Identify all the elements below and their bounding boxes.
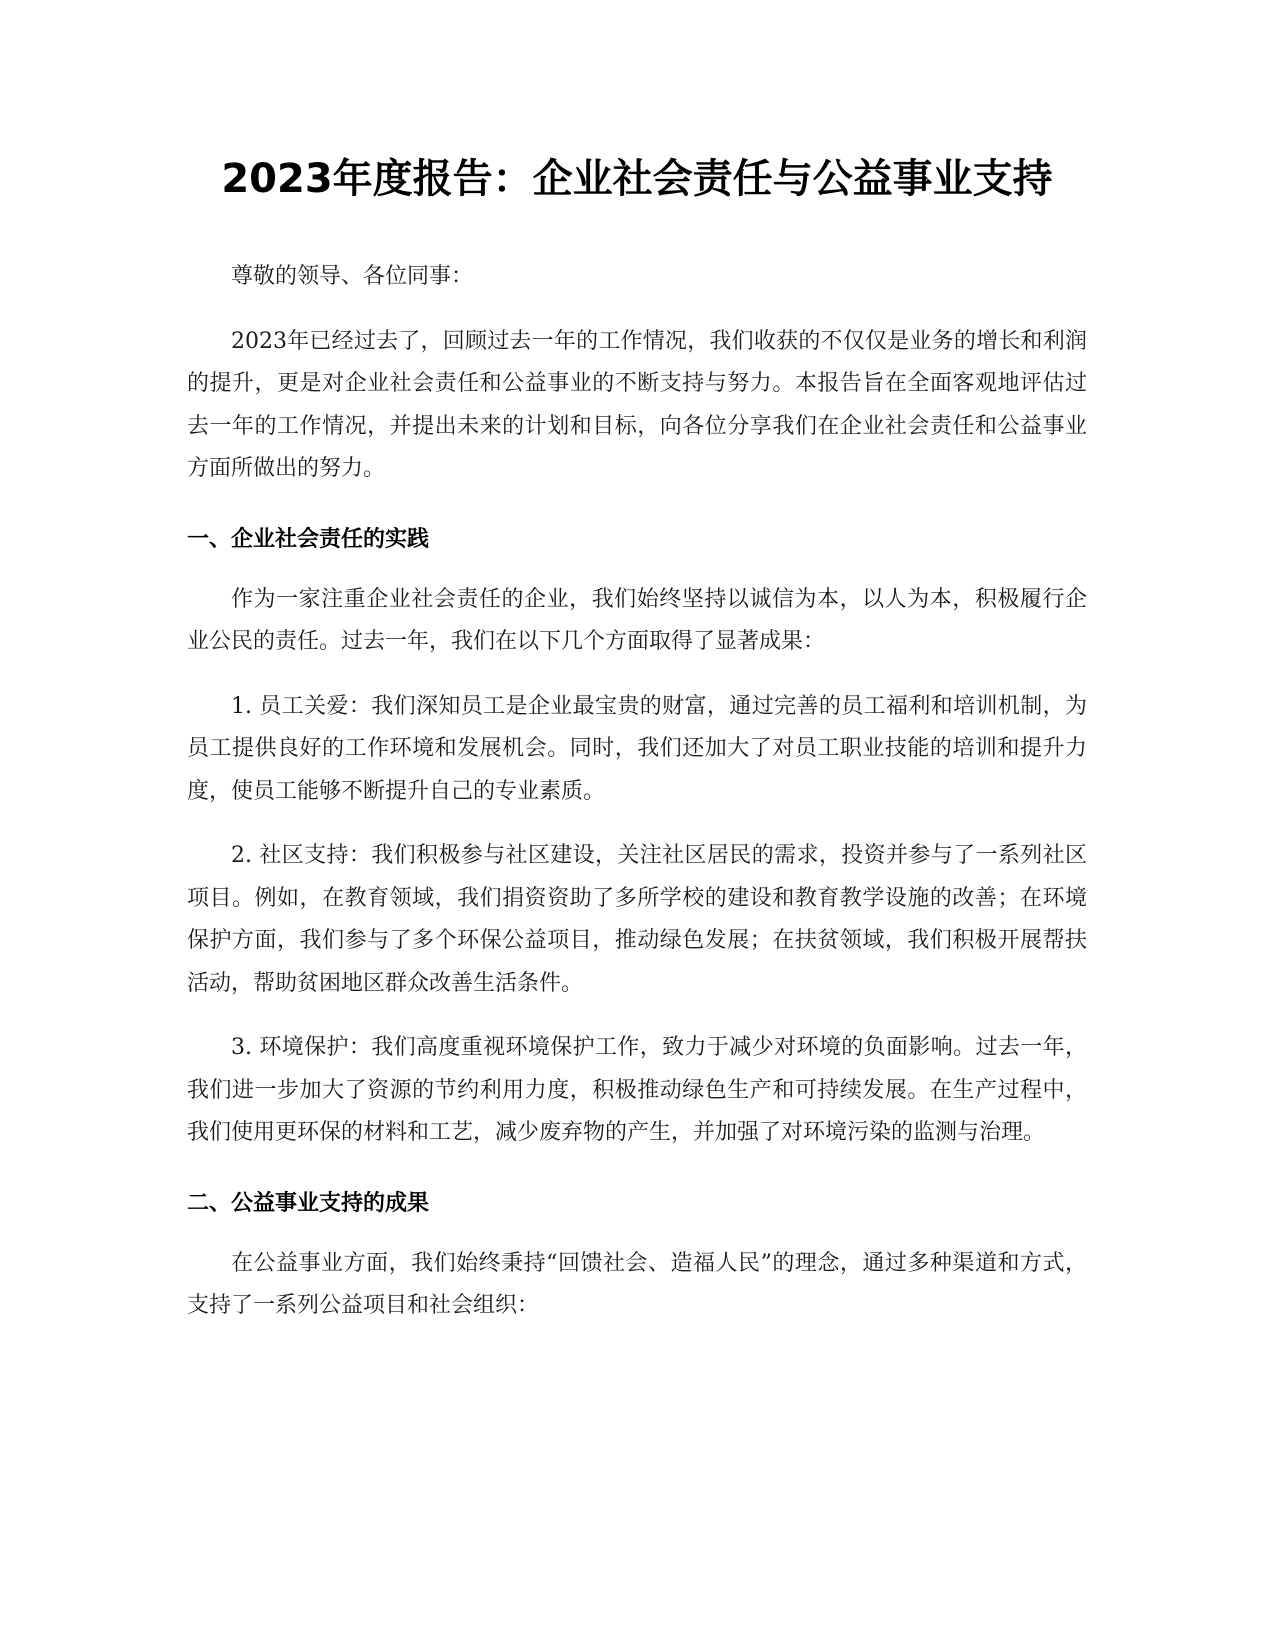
- section-1-item-environmental-protection: 3. 环境保护：我们高度重视环境保护工作，致力于减少对环境的负面影响。过去一年，我们进一步加大了资源的节约利用力度，积极推动绿色生产和可持续发展。在生产过程中，我们使用更环保的材料和工艺，减少废弃物的产生，并加强了对环境污染的监测与治理。: [187, 1035, 1087, 1145]
- document-body: [187, 140, 1087, 1328]
- salutation: 尊敬的领导、各位同事：: [231, 264, 474, 289]
- intro-paragraph: 2023年已经过去了，回顾过去一年的工作情况，我们收获的不仅仅是业务的增长和利润的提升，更是对企业社会责任和公益事业的不断支持与努力。本报告旨在全面客观地评估过去一年的工作情况，并提出未来的计划和目标，向各位分享我们在企业社会责任和公益事业方面所做出的努力。: [187, 328, 1087, 481]
- document-title: 2023年度报告：企业社会责任与公益事业支持: [221, 156, 1053, 202]
- section-1-paragraph-1: 作为一家注重企业社会责任的企业，我们始终坚持以诚信为本，以人为本，积极履行企业公民的责任。过去一年，我们在以下几个方面取得了显著成果：: [187, 586, 1087, 654]
- section-2-paragraph-1: 在公益事业方面，我们始终秉持“回馈社会、造福人民”的理念，通过多种渠道和方式，支持了一系列公益项目和社会组织：: [187, 1250, 1087, 1318]
- section-1-item-community-support: 2. 社区支持：我们积极参与社区建设，关注社区居民的需求，投资并参与了一系列社区项目。例如，在教育领域，我们捐资资助了多所学校的建设和教育教学设施的改善；在环境保护方面，我们参与了多个环保公益项目，推动绿色发展；在扶贫领域，我们积极开展帮扶活动，帮助贫困地区群众改善生活条件。: [187, 843, 1087, 996]
- section-heading-csr-practice: 一、企业社会责任的实践: [187, 526, 430, 552]
- section-heading-charity-results: 二、公益事业支持的成果: [187, 1190, 430, 1216]
- section-1-item-employee-care: 1. 员工关爱：我们深知员工是企业最宝贵的财富，通过完善的员工福利和培训机制，为员工提供良好的工作环境和发展机会。同时，我们还加大了对员工职业技能的培训和提升力度，使员工能够不断提升自己的专业素质。: [187, 693, 1087, 804]
